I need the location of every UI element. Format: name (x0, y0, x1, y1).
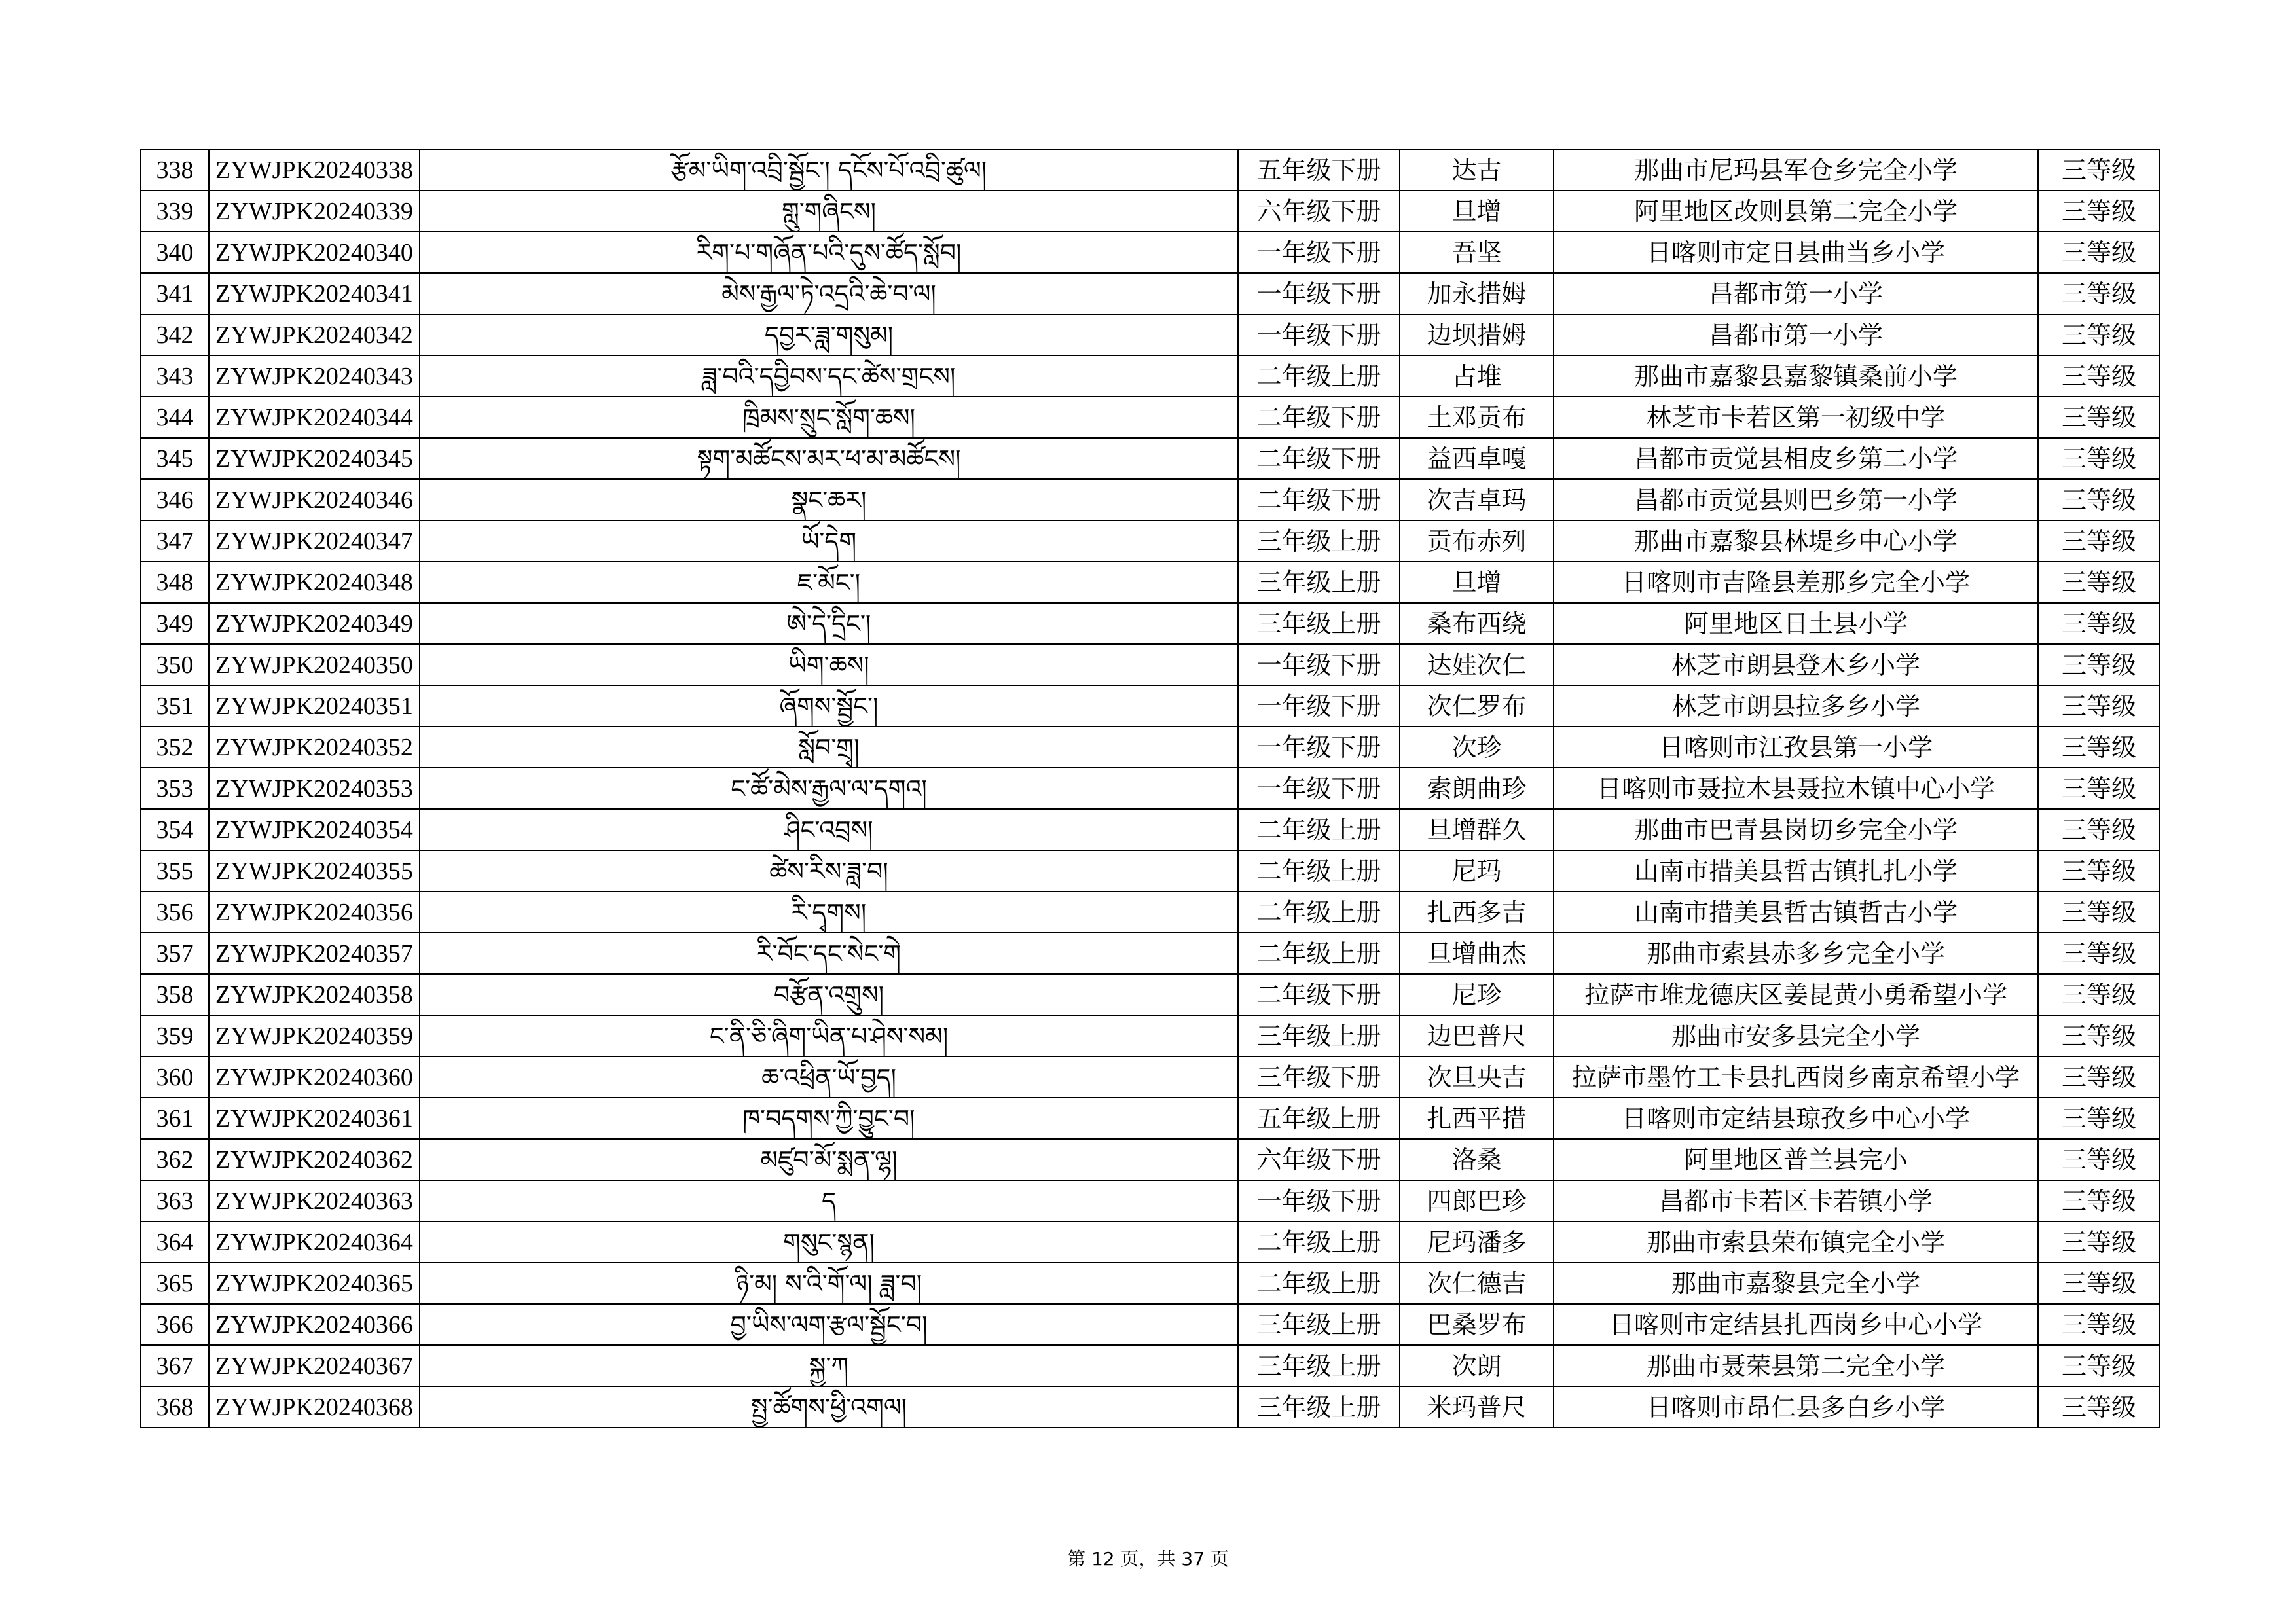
work-title-cell: ཆ་འཕྲིན་ཡོ་བྱད། (420, 1056, 1238, 1098)
author-cell: 索朗曲珍 (1400, 768, 1554, 809)
award-level-cell: 三等级 (2038, 850, 2160, 892)
author-cell: 旦增曲杰 (1400, 933, 1554, 974)
grade-cell: 三年级上册 (1238, 1015, 1400, 1056)
award-level-cell: 三等级 (2038, 1221, 2160, 1263)
entry-code-cell: ZYWJPK20240361 (209, 1098, 420, 1139)
author-cell: 达娃次仁 (1400, 644, 1554, 685)
grade-cell: 一年级下册 (1238, 273, 1400, 314)
entry-code-cell: ZYWJPK20240343 (209, 355, 420, 397)
row-number-cell: 358 (141, 974, 209, 1015)
row-number-cell: 342 (141, 314, 209, 355)
entry-code-cell: ZYWJPK20240367 (209, 1345, 420, 1386)
award-level-cell: 三等级 (2038, 892, 2160, 933)
author-cell: 尼珍 (1400, 974, 1554, 1015)
entry-code-cell: ZYWJPK20240338 (209, 149, 420, 190)
school-cell: 阿里地区日土县小学 (1554, 603, 2038, 644)
work-title-cell: ཁྲིམས་སྲུང་སློག་ཆས། (420, 397, 1238, 438)
grade-cell: 二年级下册 (1238, 397, 1400, 438)
table-row (141, 438, 2160, 479)
school-cell: 日喀则市定日县曲当乡小学 (1554, 232, 2038, 273)
work-title-cell: ཡོ་དེག (420, 520, 1238, 562)
award-level-cell: 三等级 (2038, 1180, 2160, 1221)
school-cell: 那曲市巴青县岗切乡完全小学 (1554, 809, 2038, 850)
school-cell: 那曲市聂荣县第二完全小学 (1554, 1345, 2038, 1386)
author-cell: 桑布西绕 (1400, 603, 1554, 644)
author-cell: 益西卓嘎 (1400, 438, 1554, 479)
award-level-cell: 三等级 (2038, 768, 2160, 809)
row-number-cell: 366 (141, 1304, 209, 1345)
award-level-cell: 三等级 (2038, 232, 2160, 273)
entry-code-cell: ZYWJPK20240354 (209, 809, 420, 850)
school-cell: 那曲市索县赤多乡完全小学 (1554, 933, 2038, 974)
grade-cell: 二年级上册 (1238, 355, 1400, 397)
entry-code-cell: ZYWJPK20240359 (209, 1015, 420, 1056)
award-level-cell: 三等级 (2038, 1263, 2160, 1304)
author-cell: 吾坚 (1400, 232, 1554, 273)
award-level-cell: 三等级 (2038, 1098, 2160, 1139)
work-title-cell: ཨེ་དེ་དྲིང་། (420, 603, 1238, 644)
row-number-cell: 361 (141, 1098, 209, 1139)
table-row (141, 562, 2160, 603)
grade-cell: 二年级上册 (1238, 809, 1400, 850)
entry-code-cell: ZYWJPK20240342 (209, 314, 420, 355)
row-number-cell: 368 (141, 1386, 209, 1428)
grade-cell: 二年级上册 (1238, 850, 1400, 892)
grade-cell: 五年级下册 (1238, 149, 1400, 190)
school-cell: 昌都市贡觉县则巴乡第一小学 (1554, 479, 2038, 520)
entry-code-cell: ZYWJPK20240345 (209, 438, 420, 479)
award-level-cell: 三等级 (2038, 809, 2160, 850)
grade-cell: 二年级下册 (1238, 438, 1400, 479)
author-cell: 次吉卓玛 (1400, 479, 1554, 520)
work-title-cell: ཇ་མོང་། (420, 562, 1238, 603)
row-number-cell: 355 (141, 850, 209, 892)
award-level-cell: 三等级 (2038, 273, 2160, 314)
table-row (141, 520, 2160, 562)
author-cell: 次朗 (1400, 1345, 1554, 1386)
award-level-cell: 三等级 (2038, 1386, 2160, 1428)
work-title-cell: ཤིང་འབྲས། (420, 809, 1238, 850)
entry-code-cell: ZYWJPK20240364 (209, 1221, 420, 1263)
row-number-cell: 352 (141, 727, 209, 768)
entry-code-cell: ZYWJPK20240346 (209, 479, 420, 520)
grade-cell: 二年级下册 (1238, 479, 1400, 520)
grade-cell: 六年级下册 (1238, 1139, 1400, 1180)
entry-code-cell: ZYWJPK20240355 (209, 850, 420, 892)
table-row (141, 768, 2160, 809)
school-cell: 那曲市安多县完全小学 (1554, 1015, 2038, 1056)
work-title-cell: སློབ་གྲྭ། (420, 727, 1238, 768)
school-cell: 那曲市嘉黎县嘉黎镇桑前小学 (1554, 355, 2038, 397)
award-level-cell: 三等级 (2038, 603, 2160, 644)
grade-cell: 一年级下册 (1238, 644, 1400, 685)
row-number-cell: 359 (141, 1015, 209, 1056)
author-cell: 尼玛潘多 (1400, 1221, 1554, 1263)
school-cell: 昌都市贡觉县相皮乡第二小学 (1554, 438, 2038, 479)
work-title-cell: བྱ་ཡིས་ལག་རྩལ་སྦྱོང་བ། (420, 1304, 1238, 1345)
school-cell: 日喀则市昂仁县多白乡小学 (1554, 1386, 2038, 1428)
school-cell: 山南市措美县哲古镇扎扎小学 (1554, 850, 2038, 892)
row-number-cell: 345 (141, 438, 209, 479)
award-level-cell: 三等级 (2038, 1304, 2160, 1345)
award-level-cell: 三等级 (2038, 438, 2160, 479)
award-level-cell: 三等级 (2038, 974, 2160, 1015)
table-row (141, 644, 2160, 685)
award-level-cell: 三等级 (2038, 397, 2160, 438)
school-cell: 昌都市第一小学 (1554, 273, 2038, 314)
grade-cell: 三年级上册 (1238, 1304, 1400, 1345)
work-title-cell: ཡིག་ཆས། (420, 644, 1238, 685)
school-cell: 林芝市朗县登木乡小学 (1554, 644, 2038, 685)
grade-cell: 二年级上册 (1238, 892, 1400, 933)
row-number-cell: 363 (141, 1180, 209, 1221)
table-row (141, 273, 2160, 314)
work-title-cell: ང་ཚོ་མེས་རྒྱལ་ལ་དགའ། (420, 768, 1238, 809)
work-title-cell: ང་ནི་ཅི་ཞིག་ཡིན་པ་ཤེས་སམ། (420, 1015, 1238, 1056)
table-row (141, 850, 2160, 892)
grade-cell: 一年级下册 (1238, 727, 1400, 768)
award-level-cell: 三等级 (2038, 685, 2160, 727)
entry-code-cell: ZYWJPK20240368 (209, 1386, 420, 1428)
award-level-cell: 三等级 (2038, 1015, 2160, 1056)
entry-code-cell: ZYWJPK20240358 (209, 974, 420, 1015)
award-level-cell: 三等级 (2038, 190, 2160, 232)
award-level-cell: 三等级 (2038, 479, 2160, 520)
award-level-cell: 三等级 (2038, 1139, 2160, 1180)
entry-code-cell: ZYWJPK20240349 (209, 603, 420, 644)
grade-cell: 三年级上册 (1238, 1345, 1400, 1386)
author-cell: 贡布赤列 (1400, 520, 1554, 562)
table-row (141, 149, 2160, 190)
work-title-cell: བརྩོན་འགྲུས། (420, 974, 1238, 1015)
award-level-cell: 三等级 (2038, 933, 2160, 974)
grade-cell: 二年级上册 (1238, 1263, 1400, 1304)
table-row (141, 1304, 2160, 1345)
school-cell: 那曲市嘉黎县完全小学 (1554, 1263, 2038, 1304)
grade-cell: 三年级上册 (1238, 562, 1400, 603)
grade-cell: 一年级下册 (1238, 232, 1400, 273)
award-level-cell: 三等级 (2038, 1345, 2160, 1386)
table-row (141, 1263, 2160, 1304)
table-row (141, 603, 2160, 644)
entry-code-cell: ZYWJPK20240366 (209, 1304, 420, 1345)
row-number-cell: 365 (141, 1263, 209, 1304)
school-cell: 日喀则市吉隆县差那乡完全小学 (1554, 562, 2038, 603)
school-cell: 日喀则市定结县扎西岗乡中心小学 (1554, 1304, 2038, 1345)
author-cell: 旦增群久 (1400, 809, 1554, 850)
entry-code-cell: ZYWJPK20240365 (209, 1263, 420, 1304)
table-row (141, 1015, 2160, 1056)
row-number-cell: 343 (141, 355, 209, 397)
grade-cell: 一年级下册 (1238, 685, 1400, 727)
row-number-cell: 347 (141, 520, 209, 562)
entry-code-cell: ZYWJPK20240344 (209, 397, 420, 438)
work-title-cell: གླུ་གཞིངས། (420, 190, 1238, 232)
author-cell: 旦增 (1400, 190, 1554, 232)
school-cell: 日喀则市定结县琼孜乡中心小学 (1554, 1098, 2038, 1139)
entry-code-cell: ZYWJPK20240340 (209, 232, 420, 273)
row-number-cell: 354 (141, 809, 209, 850)
author-cell: 次珍 (1400, 727, 1554, 768)
work-title-cell: མཛུབ་མོ་སྨན་ལྷ། (420, 1139, 1238, 1180)
table-row (141, 355, 2160, 397)
author-cell: 达古 (1400, 149, 1554, 190)
entry-code-cell: ZYWJPK20240360 (209, 1056, 420, 1098)
grade-cell: 五年级上册 (1238, 1098, 1400, 1139)
row-number-cell: 351 (141, 685, 209, 727)
table-row (141, 974, 2160, 1015)
work-title-cell: རི་དྭགས། (420, 892, 1238, 933)
grade-cell: 三年级下册 (1238, 1056, 1400, 1098)
entry-code-cell: ZYWJPK20240357 (209, 933, 420, 974)
school-cell: 林芝市卡若区第一初级中学 (1554, 397, 2038, 438)
work-title-cell: ད (420, 1180, 1238, 1221)
author-cell: 尼玛 (1400, 850, 1554, 892)
row-number-cell: 344 (141, 397, 209, 438)
entry-code-cell: ZYWJPK20240351 (209, 685, 420, 727)
award-level-cell: 三等级 (2038, 644, 2160, 685)
work-title-cell: རིག་པ་གཞོན་པའི་དུས་ཚོད་སློབ། (420, 232, 1238, 273)
school-cell: 拉萨市堆龙德庆区姜昆黄小勇希望小学 (1554, 974, 2038, 1015)
author-cell: 边坝措姆 (1400, 314, 1554, 355)
work-title-cell: ཚེས་རིས་ཟླ་བ། (420, 850, 1238, 892)
entry-code-cell: ZYWJPK20240339 (209, 190, 420, 232)
row-number-cell: 356 (141, 892, 209, 933)
row-number-cell: 357 (141, 933, 209, 974)
school-cell: 山南市措美县哲古镇哲古小学 (1554, 892, 2038, 933)
grade-cell: 二年级下册 (1238, 974, 1400, 1015)
table-row (141, 809, 2160, 850)
row-number-cell: 341 (141, 273, 209, 314)
table-row (141, 397, 2160, 438)
award-level-cell: 三等级 (2038, 355, 2160, 397)
school-cell: 那曲市索县荣布镇完全小学 (1554, 1221, 2038, 1263)
author-cell: 边巴普尺 (1400, 1015, 1554, 1056)
page-footer: 第 12 页，共 37 页 (1067, 1548, 1229, 1570)
grade-cell: 三年级上册 (1238, 520, 1400, 562)
entry-code-cell: ZYWJPK20240341 (209, 273, 420, 314)
work-title-cell: སྤྱ་ཚོགས་ཕྱི་འགལ། (420, 1386, 1238, 1428)
author-cell: 巴桑罗布 (1400, 1304, 1554, 1345)
entry-code-cell: ZYWJPK20240362 (209, 1139, 420, 1180)
award-level-cell: 三等级 (2038, 727, 2160, 768)
school-cell: 林芝市朗县拉多乡小学 (1554, 685, 2038, 727)
entry-code-cell: ZYWJPK20240350 (209, 644, 420, 685)
author-cell: 加永措姆 (1400, 273, 1554, 314)
row-number-cell: 339 (141, 190, 209, 232)
author-cell: 次旦央吉 (1400, 1056, 1554, 1098)
table-row (141, 1139, 2160, 1180)
entry-code-cell: ZYWJPK20240347 (209, 520, 420, 562)
row-number-cell: 360 (141, 1056, 209, 1098)
work-title-cell: ཞོགས་སྦྱོང་། (420, 685, 1238, 727)
author-cell: 次仁罗布 (1400, 685, 1554, 727)
table-row (141, 892, 2160, 933)
entry-code-cell: ZYWJPK20240356 (209, 892, 420, 933)
school-cell: 那曲市嘉黎县林堤乡中心小学 (1554, 520, 2038, 562)
work-title-cell: སྣང་ཆར། (420, 479, 1238, 520)
row-number-cell: 367 (141, 1345, 209, 1386)
grade-cell: 二年级上册 (1238, 933, 1400, 974)
work-title-cell: ཉི་མ། ས་འི་གོ་ལ། ཟླ་བ། (420, 1263, 1238, 1304)
work-title-cell: དབྱར་ཟླ་གསུམ། (420, 314, 1238, 355)
author-cell: 占堆 (1400, 355, 1554, 397)
work-title-cell: སྐྱ་ཀ (420, 1345, 1238, 1386)
table-row (141, 479, 2160, 520)
grade-cell: 二年级上册 (1238, 1221, 1400, 1263)
work-title-cell: སྟག་མཚོངས་མར་ཕ་མ་མཚོངས། (420, 438, 1238, 479)
entry-code-cell: ZYWJPK20240348 (209, 562, 420, 603)
grade-cell: 六年级下册 (1238, 190, 1400, 232)
award-level-cell: 三等级 (2038, 1056, 2160, 1098)
row-number-cell: 362 (141, 1139, 209, 1180)
author-cell: 旦增 (1400, 562, 1554, 603)
table-row (141, 685, 2160, 727)
table-row (141, 727, 2160, 768)
author-cell: 米玛普尺 (1400, 1386, 1554, 1428)
author-cell: 次仁德吉 (1400, 1263, 1554, 1304)
grade-cell: 一年级下册 (1238, 768, 1400, 809)
work-title-cell: རྩོམ་ཡིག་འབྲི་སྦྱོང་། དངོས་པོ་འབྲི་ཚུལ། (420, 149, 1238, 190)
author-cell: 洛桑 (1400, 1139, 1554, 1180)
table-row (141, 1221, 2160, 1263)
school-cell: 昌都市卡若区卡若镇小学 (1554, 1180, 2038, 1221)
table-row (141, 1098, 2160, 1139)
table-row (141, 1345, 2160, 1386)
row-number-cell: 340 (141, 232, 209, 273)
award-level-cell: 三等级 (2038, 520, 2160, 562)
table-row (141, 1056, 2160, 1098)
award-level-cell: 三等级 (2038, 562, 2160, 603)
school-cell: 那曲市尼玛县军仓乡完全小学 (1554, 149, 2038, 190)
row-number-cell: 353 (141, 768, 209, 809)
row-number-cell: 349 (141, 603, 209, 644)
entry-code-cell: ZYWJPK20240363 (209, 1180, 420, 1221)
school-cell: 日喀则市江孜县第一小学 (1554, 727, 2038, 768)
award-level-cell: 三等级 (2038, 149, 2160, 190)
work-title-cell: མེས་རྒྱལ་ཏེ་འདྲའི་ཆེ་བ་ལ། (420, 273, 1238, 314)
row-number-cell: 350 (141, 644, 209, 685)
work-title-cell: ཟླ་བའི་དབྱིབས་དང་ཚེས་གྲངས། (420, 355, 1238, 397)
row-number-cell: 346 (141, 479, 209, 520)
grade-cell: 三年级上册 (1238, 1386, 1400, 1428)
work-title-cell: གསུང་སྙན། (420, 1221, 1238, 1263)
grade-cell: 一年级下册 (1238, 314, 1400, 355)
table-row (141, 1180, 2160, 1221)
entry-code-cell: ZYWJPK20240352 (209, 727, 420, 768)
school-cell: 昌都市第一小学 (1554, 314, 2038, 355)
author-cell: 四郎巴珍 (1400, 1180, 1554, 1221)
award-level-cell: 三等级 (2038, 314, 2160, 355)
row-number-cell: 364 (141, 1221, 209, 1263)
table-row (141, 933, 2160, 974)
table-row (141, 232, 2160, 273)
grade-cell: 一年级下册 (1238, 1180, 1400, 1221)
school-cell: 阿里地区普兰县完小 (1554, 1139, 2038, 1180)
table-row (141, 190, 2160, 232)
work-title-cell: ཁ་བདགས་ཀྱི་བྱུང་བ། (420, 1098, 1238, 1139)
row-number-cell: 338 (141, 149, 209, 190)
table-body (141, 149, 2160, 1428)
work-title-cell: རི་བོང་དང་སེང་གེ (420, 933, 1238, 974)
author-cell: 扎西多吉 (1400, 892, 1554, 933)
table-row (141, 314, 2160, 355)
author-cell: 扎西平措 (1400, 1098, 1554, 1139)
author-cell: 土邓贡布 (1400, 397, 1554, 438)
grade-cell: 三年级上册 (1238, 603, 1400, 644)
school-cell: 日喀则市聂拉木县聂拉木镇中心小学 (1554, 768, 2038, 809)
entry-code-cell: ZYWJPK20240353 (209, 768, 420, 809)
table-row (141, 1386, 2160, 1428)
row-number-cell: 348 (141, 562, 209, 603)
school-cell: 拉萨市墨竹工卡县扎西岗乡南京希望小学 (1554, 1056, 2038, 1098)
school-cell: 阿里地区改则县第二完全小学 (1554, 190, 2038, 232)
award-list-table (140, 149, 2160, 1428)
